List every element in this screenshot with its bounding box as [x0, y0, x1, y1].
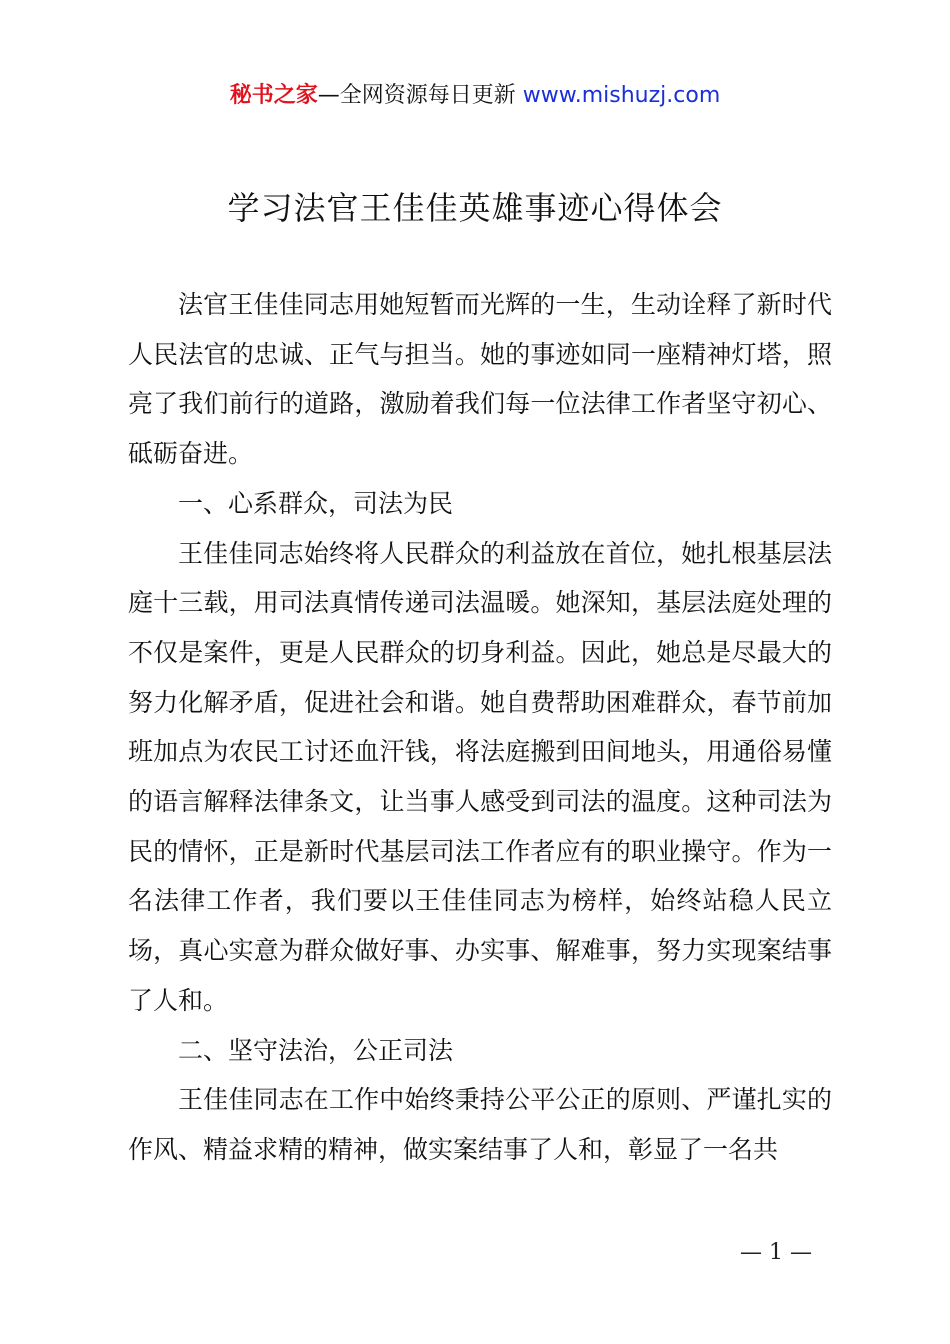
paragraph-section-2: 王佳佳同志在工作中始终秉持公平公正的原则、严谨扎实的作风、精益求精的精神，做实案结事了人和，彰显了一名共 — [128, 1085, 832, 1164]
brand-name: 秘书之家 — [229, 83, 318, 108]
section-heading-2: 二、坚守法治，公正司法 — [178, 1035, 454, 1065]
site-url-link[interactable]: www.mishuzj.com — [522, 83, 721, 108]
site-header — [0, 80, 950, 112]
document-title: 学习法官王佳佳英雄事迹心得体会 — [227, 189, 723, 227]
section-heading-1: 一、心系群众，司法为民 — [178, 488, 454, 518]
paragraph-intro: 法官王佳佳同志用她短暂而光辉的一生，生动诠释了新时代人民法官的忠诚、正气与担当。她的事迹如同一座精神灯塔，照亮了我们前行的道路，激励着我们每一位法律工作者坚守初心、砥砺奋进。 — [128, 290, 832, 469]
header-tagline: —全网资源每日更新 — [317, 83, 516, 108]
page-number: — 1 — — [740, 1240, 812, 1265]
paragraph-section-1: 王佳佳同志始终将人民群众的利益放在首位，她扎根基层法庭十三载，用司法真情传递司法温暖。她深知，基层法庭处理的不仅是案件，更是人民群众的切身利益。因此，她总是尽最大的努力化解矛盾，促进社会和谐。她自费帮助困难群众，春节前加班加点为农民工讨还血汗钱，将法庭搬到田间地头，用通俗易懂的语言解释法律条文，让当事人感受到司法的温度。这种司法为民的情怀，正是新时代基层司法工作者应有的职业操守。作为一名法律工作者，我们要以王佳佳同志为榜样，始终站稳人民立场，真心实意为群众做好事、办实事、解难事，努力实现案结事了人和。 — [128, 538, 832, 1015]
document-body — [128, 280, 832, 1175]
